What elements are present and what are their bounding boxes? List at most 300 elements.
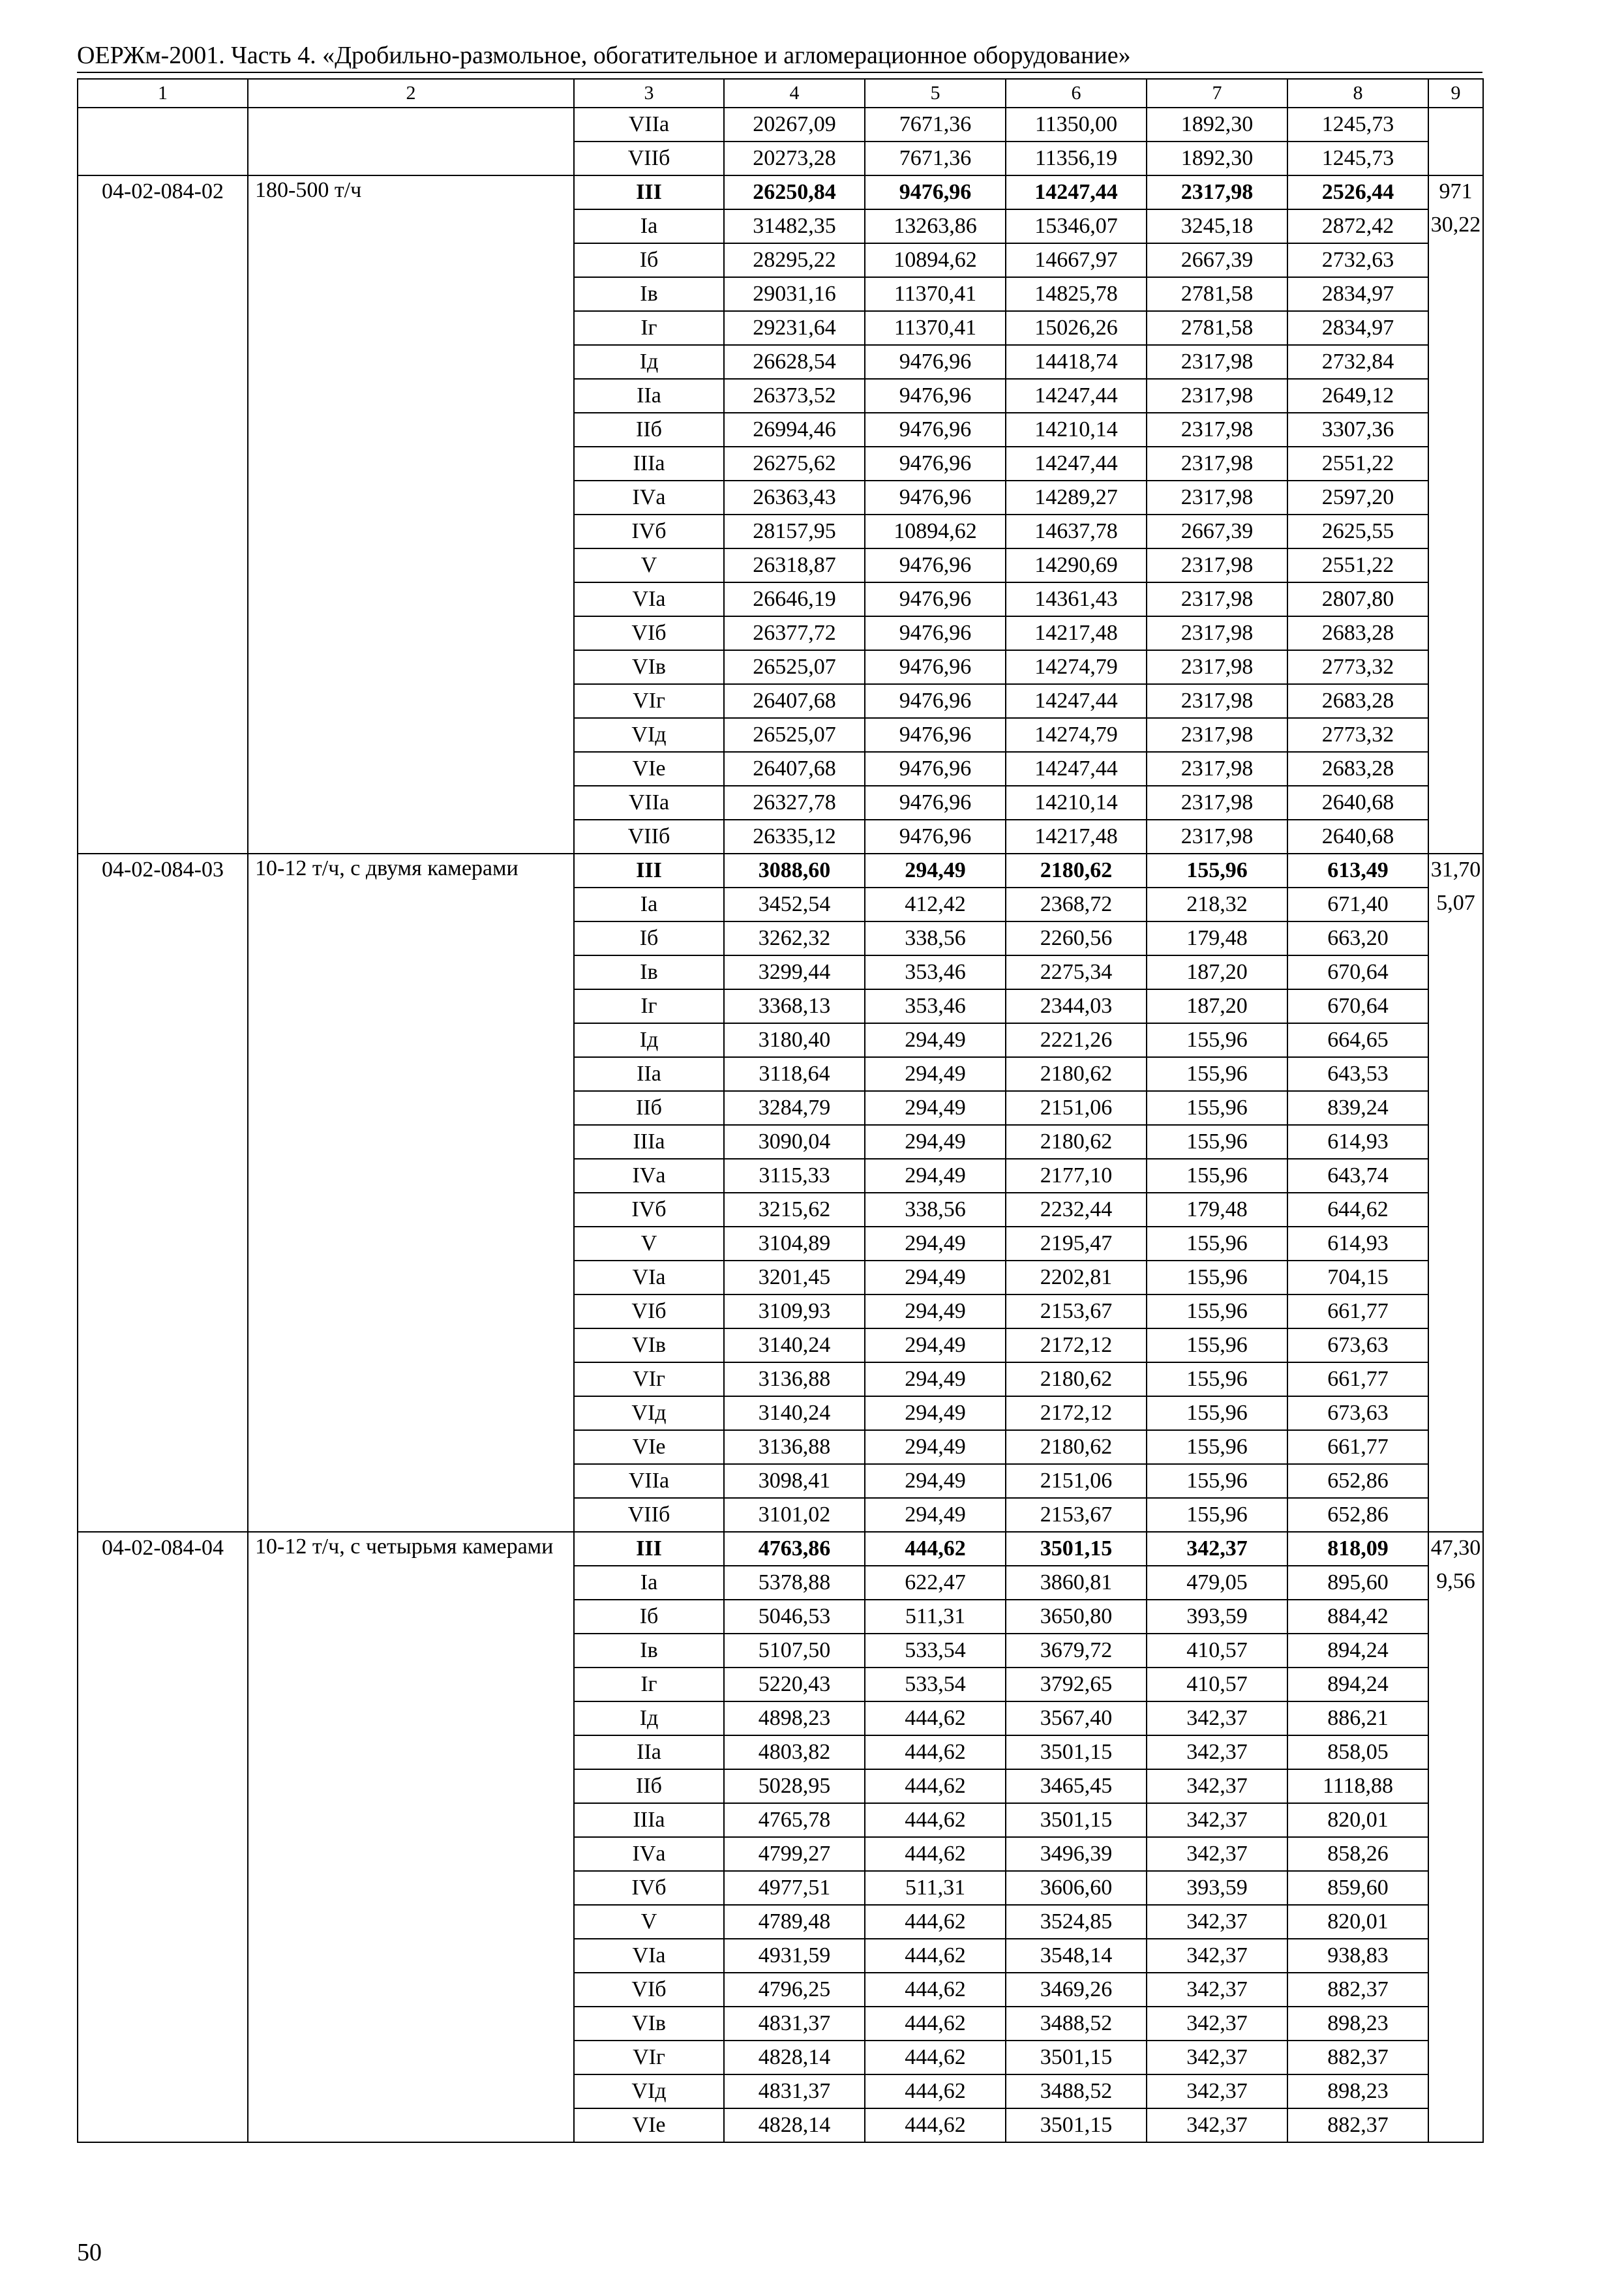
labor-wages: 353,46	[865, 955, 1006, 989]
machinist-wages: 2317,98	[1147, 752, 1287, 786]
column-number-row	[78, 79, 1483, 108]
labor-costs	[1428, 616, 1483, 650]
region-zone: VIг	[574, 1362, 724, 1396]
machinist-wages: 2317,98	[1147, 820, 1287, 854]
machine-operation: 15346,07	[1006, 209, 1147, 243]
materials-cost: 2732,63	[1287, 243, 1428, 277]
region-zone: VIIб	[574, 820, 724, 854]
labor-costs	[1428, 277, 1483, 311]
machinist-wages: 342,37	[1147, 1532, 1287, 1566]
materials-cost: 1245,73	[1287, 142, 1428, 175]
column-number-6: 6	[1006, 79, 1147, 108]
region-zone: VIа	[574, 1939, 724, 1973]
region-zone: Iг	[574, 1668, 724, 1701]
header-divider	[77, 72, 1482, 73]
machinist-wages: 479,05	[1147, 1566, 1287, 1600]
labor-costs	[1428, 1125, 1483, 1159]
region-zone: V	[574, 1227, 724, 1261]
region-zone: III	[574, 1532, 724, 1566]
machinist-wages: 410,57	[1147, 1668, 1287, 1701]
region-zone: Iа	[574, 1566, 724, 1600]
materials-cost: 1245,73	[1287, 108, 1428, 142]
machine-operation: 14361,43	[1006, 582, 1147, 616]
labor-costs	[1428, 1803, 1483, 1837]
rate-code	[78, 108, 248, 175]
rate-code: 04-02-084-04	[78, 1532, 248, 2142]
total-cost: 26377,72	[724, 616, 865, 650]
labor-wages: 294,49	[865, 1396, 1006, 1430]
machine-operation: 14247,44	[1006, 752, 1147, 786]
total-cost: 28157,95	[724, 515, 865, 548]
labor-costs	[1428, 650, 1483, 684]
materials-cost: 673,63	[1287, 1396, 1428, 1430]
machinist-wages: 2317,98	[1147, 718, 1287, 752]
materials-cost: 894,24	[1287, 1668, 1428, 1701]
machine-operation: 2202,81	[1006, 1261, 1147, 1294]
labor-wages: 444,62	[865, 2041, 1006, 2074]
total-cost: 5028,95	[724, 1769, 865, 1803]
region-zone: IIIа	[574, 447, 724, 481]
region-zone: Iб	[574, 1600, 724, 1634]
materials-cost: 661,77	[1287, 1294, 1428, 1328]
labor-wages: 511,31	[865, 1600, 1006, 1634]
machinist-wages: 2667,39	[1147, 243, 1287, 277]
machinist-wages: 2317,98	[1147, 379, 1287, 413]
region-zone: VIд	[574, 1396, 724, 1430]
region-zone: VIг	[574, 2041, 724, 2074]
materials-cost: 671,40	[1287, 888, 1428, 921]
total-cost: 20267,09	[724, 108, 865, 142]
region-zone: IIб	[574, 1769, 724, 1803]
labor-costs	[1428, 582, 1483, 616]
labor-wages: 294,49	[865, 1328, 1006, 1362]
materials-cost: 643,74	[1287, 1159, 1428, 1193]
machine-operation: 3650,80	[1006, 1600, 1147, 1634]
machine-operation: 14274,79	[1006, 718, 1147, 752]
labor-wages: 533,54	[865, 1668, 1006, 1701]
machine-operation: 14667,97	[1006, 243, 1147, 277]
materials-cost: 2597,20	[1287, 481, 1428, 515]
region-zone: Iа	[574, 888, 724, 921]
total-cost: 4828,14	[724, 2108, 865, 2142]
machine-operation: 14637,78	[1006, 515, 1147, 548]
labor-costs: 31,70	[1428, 854, 1483, 888]
total-cost: 3452,54	[724, 888, 865, 921]
materials-cost: 673,63	[1287, 1328, 1428, 1362]
labor-costs	[1428, 1193, 1483, 1227]
materials-cost: 859,60	[1287, 1871, 1428, 1905]
materials-cost: 2732,84	[1287, 345, 1428, 379]
materials-cost: 938,83	[1287, 1939, 1428, 1973]
total-cost: 3180,40	[724, 1023, 865, 1057]
region-zone: VIг	[574, 684, 724, 718]
region-zone: VIа	[574, 1261, 724, 1294]
labor-costs	[1428, 1023, 1483, 1057]
machine-operation: 2151,06	[1006, 1464, 1147, 1498]
region-zone: VIе	[574, 2108, 724, 2142]
labor-costs	[1428, 1905, 1483, 1939]
labor-costs	[1428, 447, 1483, 481]
machine-operation: 3501,15	[1006, 1532, 1147, 1566]
region-zone: IVа	[574, 1837, 724, 1871]
labor-wages: 7671,36	[865, 142, 1006, 175]
machinist-wages: 2317,98	[1147, 582, 1287, 616]
total-cost: 3201,45	[724, 1261, 865, 1294]
labor-costs	[1428, 1701, 1483, 1735]
total-cost: 4796,25	[724, 1973, 865, 2007]
machine-operation: 3501,15	[1006, 1735, 1147, 1769]
table-body	[78, 79, 1483, 2142]
machinist-wages: 393,59	[1147, 1871, 1287, 1905]
region-zone: Iв	[574, 1634, 724, 1668]
labor-costs	[1428, 2041, 1483, 2074]
labor-wages: 9476,96	[865, 345, 1006, 379]
materials-cost: 2872,42	[1287, 209, 1428, 243]
materials-cost: 2625,55	[1287, 515, 1428, 548]
labor-costs	[1428, 1871, 1483, 1905]
machine-operation: 3465,45	[1006, 1769, 1147, 1803]
region-zone: III	[574, 854, 724, 888]
labor-costs	[1428, 1396, 1483, 1430]
labor-costs	[1428, 2108, 1483, 2142]
rate-code: 04-02-084-02	[78, 175, 248, 854]
region-zone: VIе	[574, 1430, 724, 1464]
machine-operation: 2151,06	[1006, 1091, 1147, 1125]
materials-cost: 839,24	[1287, 1091, 1428, 1125]
labor-wages: 294,49	[865, 1091, 1006, 1125]
machinist-wages: 187,20	[1147, 955, 1287, 989]
labor-costs	[1428, 1600, 1483, 1634]
materials-cost: 2683,28	[1287, 684, 1428, 718]
materials-cost: 3307,36	[1287, 413, 1428, 447]
labor-costs	[1428, 1668, 1483, 1701]
labor-costs	[1428, 1634, 1483, 1668]
machinist-wages: 1892,30	[1147, 142, 1287, 175]
labor-costs: 971	[1428, 175, 1483, 209]
total-cost: 3136,88	[724, 1430, 865, 1464]
column-number-7: 7	[1147, 79, 1287, 108]
machine-operation: 2232,44	[1006, 1193, 1147, 1227]
labor-costs	[1428, 379, 1483, 413]
region-zone: IIа	[574, 1735, 724, 1769]
labor-wages: 9476,96	[865, 481, 1006, 515]
machine-operation: 3501,15	[1006, 2108, 1147, 2142]
machinist-wages: 2317,98	[1147, 481, 1287, 515]
region-zone: Iд	[574, 1023, 724, 1057]
total-cost: 3140,24	[724, 1396, 865, 1430]
machine-operation: 14274,79	[1006, 650, 1147, 684]
total-cost: 26327,78	[724, 786, 865, 820]
labor-costs	[1428, 752, 1483, 786]
table-row	[78, 108, 1483, 142]
total-cost: 4799,27	[724, 1837, 865, 1871]
materials-cost: 661,77	[1287, 1430, 1428, 1464]
machine-operation: 14217,48	[1006, 820, 1147, 854]
region-zone: V	[574, 1905, 724, 1939]
total-cost: 4765,78	[724, 1803, 865, 1837]
region-zone: VIд	[574, 2074, 724, 2108]
machine-operation: 3606,60	[1006, 1871, 1147, 1905]
machinist-wages: 3245,18	[1147, 209, 1287, 243]
region-zone: Iб	[574, 243, 724, 277]
materials-cost: 886,21	[1287, 1701, 1428, 1735]
machinist-wages: 155,96	[1147, 1396, 1287, 1430]
region-zone: VIIа	[574, 1464, 724, 1498]
region-zone: IVа	[574, 1159, 724, 1193]
page-header-title: ОЕРЖм-2001. Часть 4. «Дробильно-размольное, обогатительное и агломерационное оборудование»	[77, 42, 1131, 69]
machine-operation: 2195,47	[1006, 1227, 1147, 1261]
labor-wages: 9476,96	[865, 786, 1006, 820]
labor-wages: 444,62	[865, 1803, 1006, 1837]
region-zone: VIв	[574, 650, 724, 684]
machine-operation: 2172,12	[1006, 1396, 1147, 1430]
total-cost: 5107,50	[724, 1634, 865, 1668]
labor-costs	[1428, 955, 1483, 989]
labor-costs	[1428, 142, 1483, 175]
machinist-wages: 2317,98	[1147, 548, 1287, 582]
region-zone: VIе	[574, 752, 724, 786]
labor-wages: 294,49	[865, 1261, 1006, 1294]
materials-cost: 614,93	[1287, 1125, 1428, 1159]
labor-wages: 412,42	[865, 888, 1006, 921]
labor-costs: 5,07	[1428, 888, 1483, 921]
labor-costs	[1428, 311, 1483, 345]
total-cost: 5378,88	[724, 1566, 865, 1600]
labor-wages: 13263,86	[865, 209, 1006, 243]
machinist-wages: 2317,98	[1147, 345, 1287, 379]
machine-operation: 2153,67	[1006, 1294, 1147, 1328]
total-cost: 4977,51	[724, 1871, 865, 1905]
machinist-wages: 1892,30	[1147, 108, 1287, 142]
machine-operation: 11356,19	[1006, 142, 1147, 175]
region-zone: IVб	[574, 1193, 724, 1227]
region-zone: Iд	[574, 1701, 724, 1735]
region-zone: VIб	[574, 1973, 724, 2007]
labor-costs	[1428, 1091, 1483, 1125]
materials-cost: 858,05	[1287, 1735, 1428, 1769]
total-cost: 4789,48	[724, 1905, 865, 1939]
machine-operation: 14247,44	[1006, 379, 1147, 413]
total-cost: 20273,28	[724, 142, 865, 175]
machinist-wages: 342,37	[1147, 2074, 1287, 2108]
machinist-wages: 155,96	[1147, 1227, 1287, 1261]
materials-cost: 2773,32	[1287, 650, 1428, 684]
region-zone: Iв	[574, 955, 724, 989]
materials-cost: 652,86	[1287, 1464, 1428, 1498]
total-cost: 5046,53	[724, 1600, 865, 1634]
labor-wages: 9476,96	[865, 548, 1006, 582]
machinist-wages: 155,96	[1147, 1362, 1287, 1396]
total-cost: 26994,46	[724, 413, 865, 447]
machine-operation: 2172,12	[1006, 1328, 1147, 1362]
region-zone: IIIа	[574, 1803, 724, 1837]
labor-costs	[1428, 515, 1483, 548]
labor-wages: 444,62	[865, 2074, 1006, 2108]
total-cost: 3118,64	[724, 1057, 865, 1091]
materials-cost: 2683,28	[1287, 752, 1428, 786]
labor-costs	[1428, 1261, 1483, 1294]
labor-wages: 7671,36	[865, 108, 1006, 142]
materials-cost: 2773,32	[1287, 718, 1428, 752]
machine-operation: 3488,52	[1006, 2007, 1147, 2041]
machine-operation: 3548,14	[1006, 1939, 1147, 1973]
total-cost: 29231,64	[724, 311, 865, 345]
total-cost: 4828,14	[724, 2041, 865, 2074]
total-cost: 3101,02	[724, 1498, 865, 1532]
labor-costs	[1428, 548, 1483, 582]
labor-wages: 294,49	[865, 1430, 1006, 1464]
machinist-wages: 187,20	[1147, 989, 1287, 1023]
labor-wages: 444,62	[865, 1939, 1006, 1973]
labor-wages: 9476,96	[865, 616, 1006, 650]
region-zone: IIа	[574, 379, 724, 413]
materials-cost: 2640,68	[1287, 820, 1428, 854]
machinist-wages: 155,96	[1147, 1023, 1287, 1057]
total-cost: 26275,62	[724, 447, 865, 481]
total-cost: 26318,87	[724, 548, 865, 582]
materials-cost: 2551,22	[1287, 548, 1428, 582]
machinist-wages: 342,37	[1147, 1837, 1287, 1871]
rate-code: 04-02-084-03	[78, 854, 248, 1532]
region-zone: IVб	[574, 1871, 724, 1905]
total-cost: 3098,41	[724, 1464, 865, 1498]
machinist-wages: 155,96	[1147, 1057, 1287, 1091]
machine-operation: 2153,67	[1006, 1498, 1147, 1532]
labor-costs	[1428, 2007, 1483, 2041]
region-zone: V	[574, 548, 724, 582]
total-cost: 5220,43	[724, 1668, 865, 1701]
machine-operation: 2260,56	[1006, 921, 1147, 955]
column-number-2: 2	[248, 79, 574, 108]
machinist-wages: 155,96	[1147, 1328, 1287, 1362]
machine-operation: 2177,10	[1006, 1159, 1147, 1193]
machinist-wages: 2317,98	[1147, 650, 1287, 684]
labor-wages: 294,49	[865, 1125, 1006, 1159]
labor-wages: 10894,62	[865, 515, 1006, 548]
region-zone: VIб	[574, 1294, 724, 1328]
total-cost: 31482,35	[724, 209, 865, 243]
machine-operation: 3860,81	[1006, 1566, 1147, 1600]
machine-operation: 2180,62	[1006, 1057, 1147, 1091]
labor-costs: 9,56	[1428, 1566, 1483, 1600]
labor-costs: 30,22	[1428, 209, 1483, 243]
total-cost: 4831,37	[724, 2074, 865, 2108]
machinist-wages: 155,96	[1147, 1294, 1287, 1328]
machine-operation: 3679,72	[1006, 1634, 1147, 1668]
machine-operation: 3469,26	[1006, 1973, 1147, 2007]
materials-cost: 670,64	[1287, 955, 1428, 989]
region-zone: VIв	[574, 2007, 724, 2041]
total-cost: 3109,93	[724, 1294, 865, 1328]
materials-cost: 820,01	[1287, 1905, 1428, 1939]
machinist-wages: 342,37	[1147, 1939, 1287, 1973]
region-zone: Iв	[574, 277, 724, 311]
machinist-wages: 2317,98	[1147, 786, 1287, 820]
machine-operation: 3792,65	[1006, 1668, 1147, 1701]
machinist-wages: 155,96	[1147, 1261, 1287, 1294]
labor-wages: 294,49	[865, 1159, 1006, 1193]
total-cost: 26525,07	[724, 650, 865, 684]
total-cost: 26250,84	[724, 175, 865, 209]
total-cost: 4803,82	[724, 1735, 865, 1769]
total-cost: 3368,13	[724, 989, 865, 1023]
machinist-wages: 342,37	[1147, 1905, 1287, 1939]
labor-wages: 9476,96	[865, 718, 1006, 752]
machinist-wages: 342,37	[1147, 1973, 1287, 2007]
region-zone: VIIа	[574, 786, 724, 820]
materials-cost: 652,86	[1287, 1498, 1428, 1532]
materials-cost: 2807,80	[1287, 582, 1428, 616]
machine-operation: 14217,48	[1006, 616, 1147, 650]
machine-operation: 14289,27	[1006, 481, 1147, 515]
machinist-wages: 2781,58	[1147, 311, 1287, 345]
region-zone: IVа	[574, 481, 724, 515]
machine-operation: 2221,26	[1006, 1023, 1147, 1057]
total-cost: 3299,44	[724, 955, 865, 989]
labor-wages: 11370,41	[865, 277, 1006, 311]
labor-wages: 294,49	[865, 1362, 1006, 1396]
table-row	[78, 175, 1483, 209]
region-zone: IIIа	[574, 1125, 724, 1159]
machinist-wages: 155,96	[1147, 1464, 1287, 1498]
machinist-wages: 155,96	[1147, 1091, 1287, 1125]
equipment-description: 10-12 т/ч, с четырьмя камерами	[248, 1532, 574, 2142]
region-zone: IIа	[574, 1057, 724, 1091]
region-zone: VIIа	[574, 108, 724, 142]
table-row	[78, 1532, 1483, 1566]
total-cost: 4831,37	[724, 2007, 865, 2041]
labor-costs	[1428, 989, 1483, 1023]
materials-cost: 1118,88	[1287, 1769, 1428, 1803]
materials-cost: 2649,12	[1287, 379, 1428, 413]
labor-wages: 9476,96	[865, 650, 1006, 684]
machine-operation: 14210,14	[1006, 786, 1147, 820]
labor-wages: 10894,62	[865, 243, 1006, 277]
column-number-8: 8	[1287, 79, 1428, 108]
labor-wages: 444,62	[865, 2108, 1006, 2142]
materials-cost: 663,20	[1287, 921, 1428, 955]
machinist-wages: 2317,98	[1147, 447, 1287, 481]
labor-wages: 11370,41	[865, 311, 1006, 345]
total-cost: 3140,24	[724, 1328, 865, 1362]
materials-cost: 661,77	[1287, 1362, 1428, 1396]
labor-costs	[1428, 1939, 1483, 1973]
labor-costs	[1428, 1430, 1483, 1464]
machinist-wages: 155,96	[1147, 1430, 1287, 1464]
labor-costs: 47,30	[1428, 1532, 1483, 1566]
machinist-wages: 155,96	[1147, 1159, 1287, 1193]
column-number-5: 5	[865, 79, 1006, 108]
materials-cost: 664,65	[1287, 1023, 1428, 1057]
materials-cost: 894,24	[1287, 1634, 1428, 1668]
machinist-wages: 218,32	[1147, 888, 1287, 921]
materials-cost: 670,64	[1287, 989, 1428, 1023]
column-number-4: 4	[724, 79, 865, 108]
region-zone: III	[574, 175, 724, 209]
materials-cost: 884,42	[1287, 1600, 1428, 1634]
region-zone: VIд	[574, 718, 724, 752]
materials-cost: 644,62	[1287, 1193, 1428, 1227]
labor-wages: 353,46	[865, 989, 1006, 1023]
machinist-wages: 2317,98	[1147, 616, 1287, 650]
labor-wages: 9476,96	[865, 413, 1006, 447]
machine-operation: 14247,44	[1006, 175, 1147, 209]
labor-wages: 294,49	[865, 1294, 1006, 1328]
equipment-description: 180-500 т/ч	[248, 175, 574, 854]
machine-operation: 3567,40	[1006, 1701, 1147, 1735]
machine-operation: 2368,72	[1006, 888, 1147, 921]
total-cost: 26407,68	[724, 752, 865, 786]
